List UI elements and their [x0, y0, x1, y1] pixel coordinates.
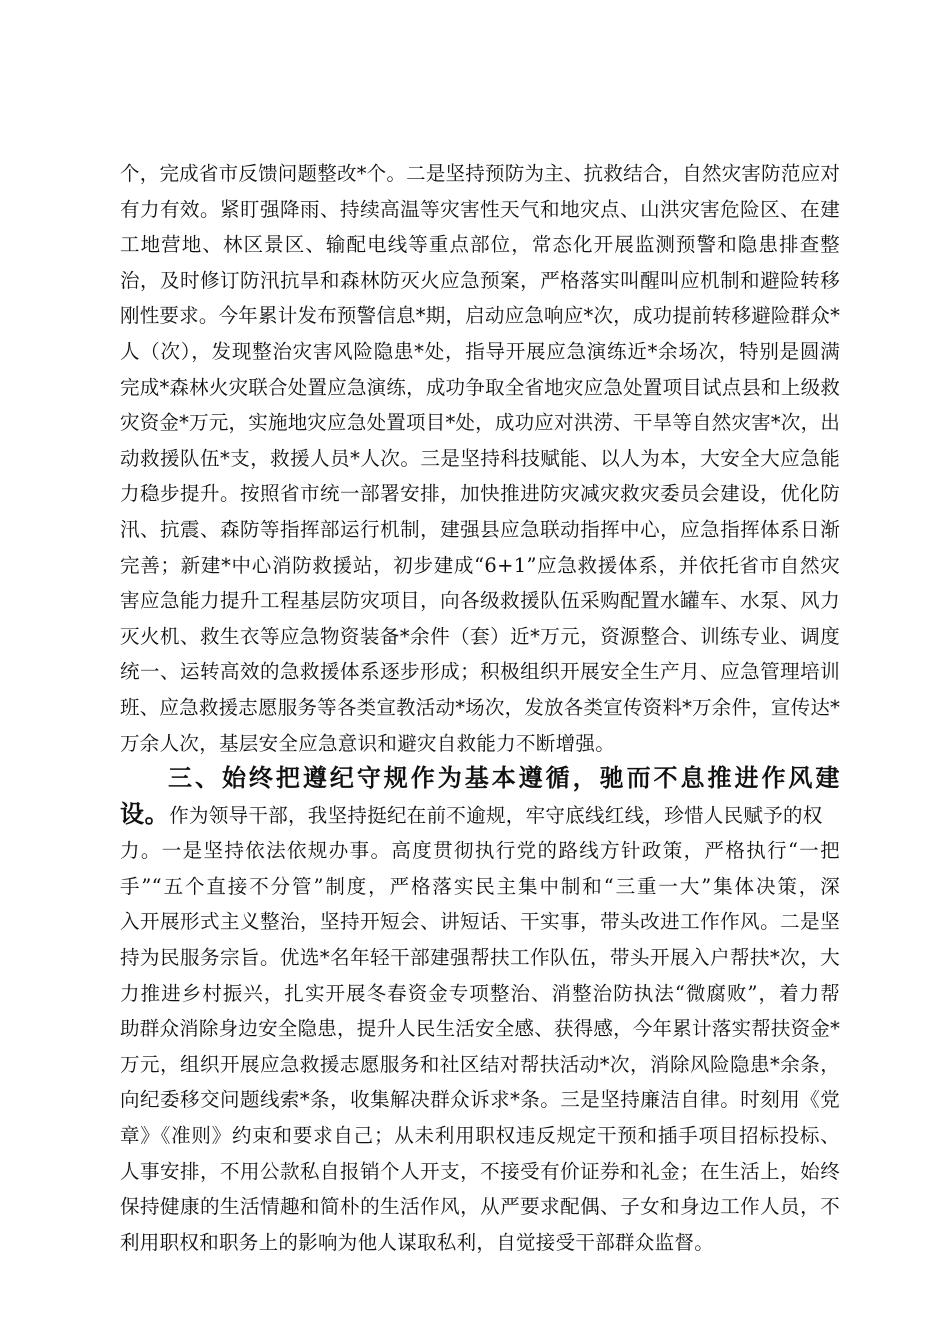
text-line: 万余人次，基层安全应急意识和避灾自救能力不断增强。: [120, 731, 616, 755]
section-heading-line2: 设。: [120, 799, 170, 828]
section-heading-line1: 三、始终把遵纪守规作为基本遵循，驰而不息推进作风建: [168, 764, 840, 793]
section-heading: [120, 761, 840, 797]
text-line: [120, 797, 840, 834]
text-line: 灭火机、救生衣等应急物资装备*余件（套）近*万元，资源整合、训练专业、调度: [120, 624, 840, 648]
text-line: 灾资金*万元，实施地灾应急处置项目*处，成功应对洪涝、干旱等自然灾害*次，出: [120, 411, 840, 435]
text-line: 力。一是坚持依法依规办事。高度贯彻执行党的路线方针政策，严格执行“一把: [120, 839, 840, 863]
text-line: 万元，组织开展应急救援志愿服务和社区结对帮扶活动*次，消除风险隐患*余条，: [120, 1052, 840, 1076]
text-line: 力推进乡村振兴，扎实开展冬春资金专项整治、消整治防执法“微腐败”，着力帮: [120, 981, 840, 1005]
text-line: 有力有效。紧盯强降雨、持续高温等灾害性天气和地灾点、山洪灾害危险区、在建: [120, 197, 840, 221]
text-line: 工地营地、林区景区、输配电线等重点部位，常态化开展监测预警和隐患排查整: [120, 233, 840, 257]
text-line: 持为民服务宗旨。优选*名年轻干部建强帮扶工作队伍，带头开展入户帮扶*次，大: [120, 946, 840, 970]
text-line: 人（次），发现整治灾害风险隐患*处，指导开展应急演练近*余场次，特别是圆满: [120, 339, 840, 363]
paragraph-disaster-prevention: [120, 156, 840, 761]
text-line: 利用职权和职务上的影响为他人谋取私利，自觉接受干部群众监督。: [120, 1230, 715, 1254]
document-page: [120, 156, 840, 1260]
text-line: 力稳步提升。按照省市统一部署安排，加快推进防灾减灾救灾委员会建设，优化防: [120, 482, 840, 506]
text-line: 统一、运转高效的急救援体系逐步形成；积极组织开展安全生产月、应急管理培训: [120, 660, 840, 684]
text-line: 助群众消除身边安全隐患，提升人民生活安全感、获得感，今年累计落实帮扶资金*: [120, 1017, 840, 1041]
text-line: 手”“五个直接不分管”制度，严格落实民主集中制和“三重一大”集体决策，深: [120, 874, 840, 898]
text-line: 保持健康的生活情趣和简朴的生活作风，从严要求配偶、子女和身边工作人员，不: [120, 1195, 840, 1219]
text-line: 向纪委移交问题线索*条，收集解决群众诉求*条。三是坚持廉洁自律。时刻用《党: [120, 1088, 840, 1112]
text-line: 完善；新建*中心消防救援站，初步建成“6+1”应急救援体系，并依托省市自然灾: [120, 553, 840, 577]
text-line: 完成*森林火灾联合处置应急演练，成功争取全省地灾应急处置项目试点县和上级救: [120, 375, 840, 399]
section-body-start: 作为领导干部，我坚持挺纪在前不逾规，牢守底线红线，珍惜人民赋予的权: [169, 803, 823, 827]
text-line: 刚性要求。今年累计发布预警信息*期，启动应急响应*次，成功提前转移避险群众*: [120, 304, 840, 328]
text-line: 害应急能力提升工程基层防灾项目，向各级救援队伍采购配置水罐车、水泵、风力: [120, 589, 840, 613]
text-line: 章》《准则》约束和要求自己；从未利用职权违反规定干预和插手项目招标投标、: [120, 1124, 840, 1148]
section-discipline: [120, 761, 840, 1260]
text-line: 入开展形式主义整治，坚持开短会、讲短话、干实事，带头改进工作作风。二是坚: [120, 910, 840, 934]
text-line: 班、应急救援志愿服务等各类宣教活动*场次，发放各类宣传资料*万余件，宣传达*: [120, 695, 840, 719]
text-line: 汛、抗震、森防等指挥部运行机制，建强县应急联动指挥中心，应急指挥体系日渐: [120, 517, 840, 541]
text-line: 个，完成省市反馈问题整改*个。二是坚持预防为主、抗救结合，自然灾害防范应对: [120, 162, 840, 185]
text-line: 治，及时修订防汛抗旱和森林防灭火应急预案，严格落实叫醒叫应机制和避险转移: [120, 268, 840, 292]
text-line: 动救援队伍*支，救援人员*人次。三是坚持科技赋能、以人为本，大安全大应急能: [120, 446, 840, 470]
text-line: 人事安排，不用公款私自报销个人开支，不接受有价证券和礼金；在生活上，始终: [120, 1159, 840, 1183]
